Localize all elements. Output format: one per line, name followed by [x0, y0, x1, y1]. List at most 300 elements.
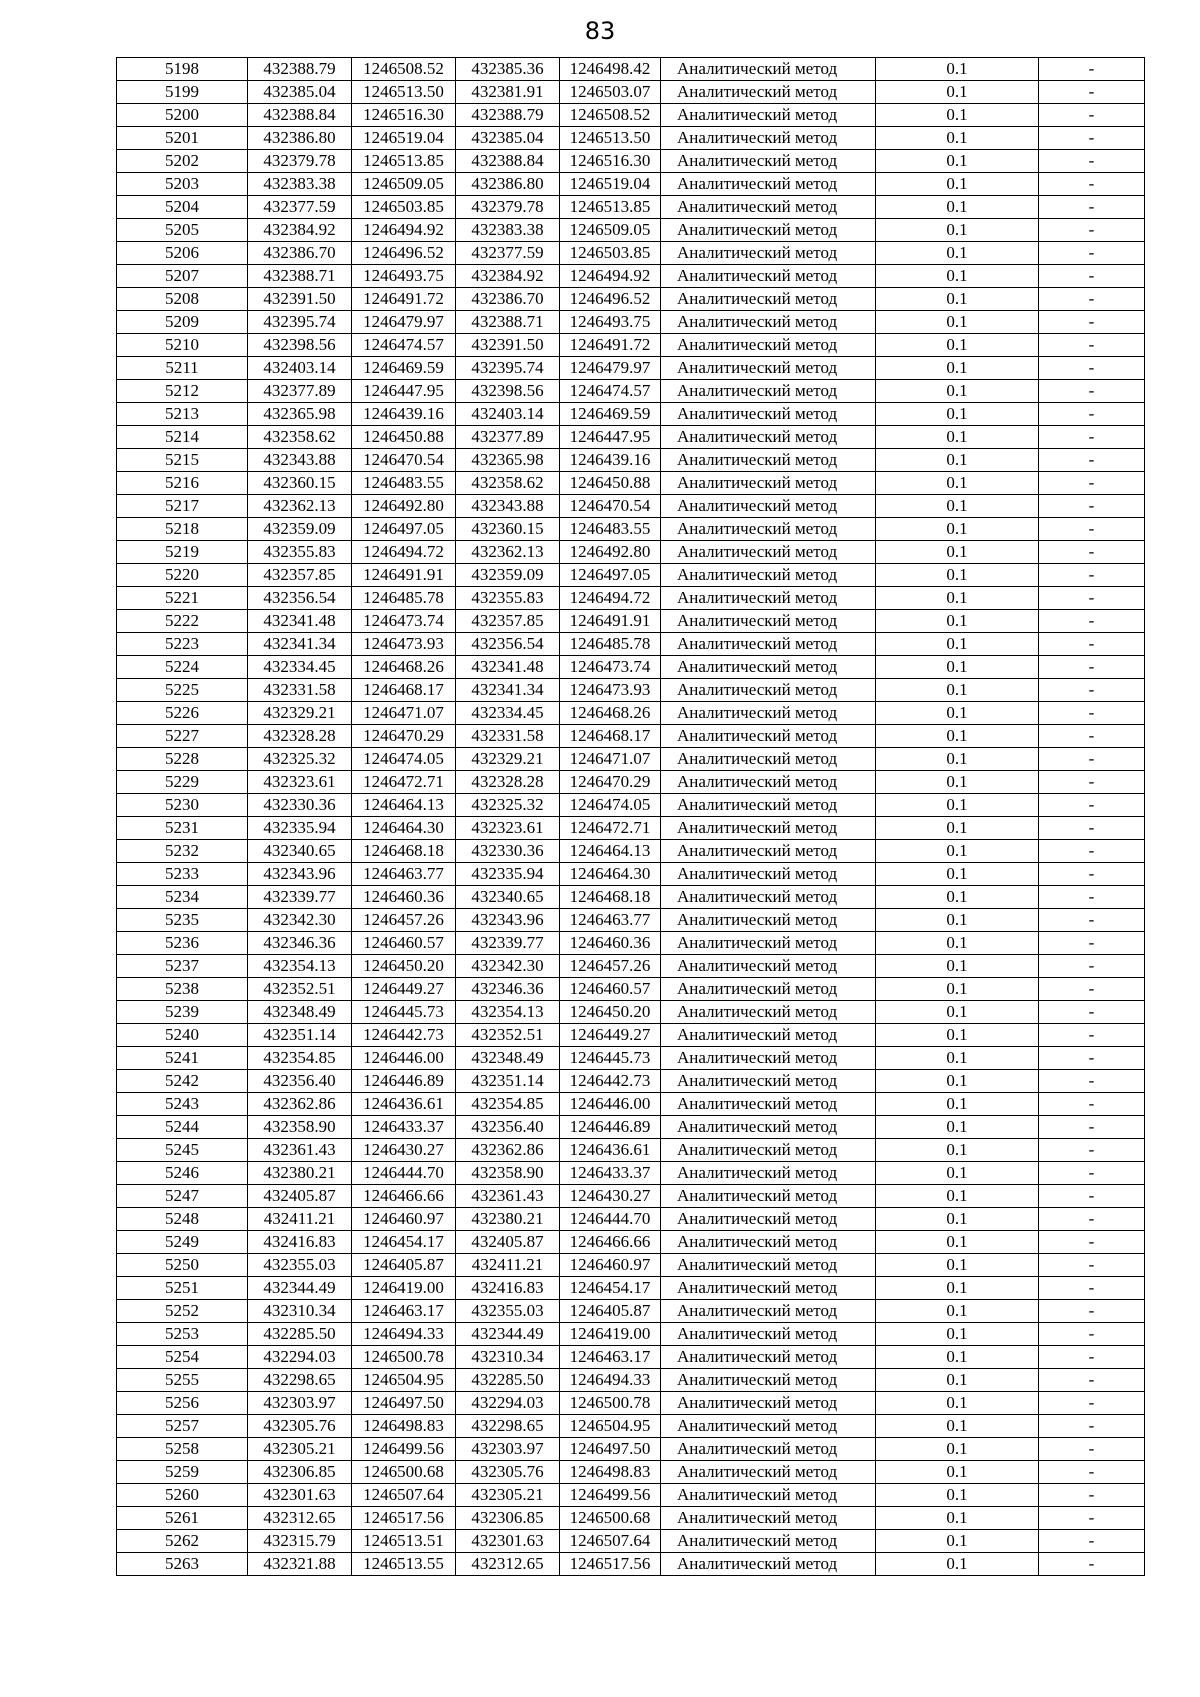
prev-y-cell: 1246492.80 — [560, 541, 661, 564]
y-cell: 1246500.78 — [352, 1346, 456, 1369]
prev-x-cell: 432330.36 — [456, 840, 560, 863]
prev-y-cell: 1246439.16 — [560, 449, 661, 472]
y-cell: 1246460.36 — [352, 886, 456, 909]
accuracy-cell: 0.1 — [876, 288, 1039, 311]
prev-x-cell: 432306.85 — [456, 1507, 560, 1530]
point-number-cell: 5240 — [117, 1024, 248, 1047]
y-cell: 1246496.52 — [352, 242, 456, 265]
prev-x-cell: 432301.63 — [456, 1530, 560, 1553]
table-row — [117, 127, 1145, 150]
method-cell: Аналитический метод — [661, 702, 876, 725]
point-number-cell: 5232 — [117, 840, 248, 863]
prev-y-cell: 1246449.27 — [560, 1024, 661, 1047]
prev-y-cell: 1246454.17 — [560, 1277, 661, 1300]
y-cell: 1246492.80 — [352, 495, 456, 518]
note-cell: - — [1039, 127, 1145, 150]
x-cell: 432362.13 — [248, 495, 352, 518]
prev-x-cell: 432358.90 — [456, 1162, 560, 1185]
table-row — [117, 564, 1145, 587]
x-cell: 432355.03 — [248, 1254, 352, 1277]
x-cell: 432361.43 — [248, 1139, 352, 1162]
method-cell: Аналитический метод — [661, 1392, 876, 1415]
table-row — [117, 1415, 1145, 1438]
prev-x-cell: 432385.36 — [456, 58, 560, 81]
x-cell: 432342.30 — [248, 909, 352, 932]
accuracy-cell: 0.1 — [876, 265, 1039, 288]
method-cell: Аналитический метод — [661, 1415, 876, 1438]
method-cell: Аналитический метод — [661, 1461, 876, 1484]
prev-x-cell: 432325.32 — [456, 794, 560, 817]
note-cell: - — [1039, 1254, 1145, 1277]
prev-x-cell: 432384.92 — [456, 265, 560, 288]
method-cell: Аналитический метод — [661, 1024, 876, 1047]
prev-x-cell: 432341.48 — [456, 656, 560, 679]
table-row — [117, 932, 1145, 955]
table-row — [117, 1162, 1145, 1185]
table-row — [117, 955, 1145, 978]
y-cell: 1246446.00 — [352, 1047, 456, 1070]
prev-x-cell: 432334.45 — [456, 702, 560, 725]
x-cell: 432298.65 — [248, 1369, 352, 1392]
prev-y-cell: 1246445.73 — [560, 1047, 661, 1070]
method-cell: Аналитический метод — [661, 679, 876, 702]
method-cell: Аналитический метод — [661, 1323, 876, 1346]
table-row — [117, 518, 1145, 541]
y-cell: 1246444.70 — [352, 1162, 456, 1185]
note-cell: - — [1039, 1070, 1145, 1093]
point-number-cell: 5215 — [117, 449, 248, 472]
point-number-cell: 5228 — [117, 748, 248, 771]
y-cell: 1246471.07 — [352, 702, 456, 725]
note-cell: - — [1039, 173, 1145, 196]
x-cell: 432354.85 — [248, 1047, 352, 1070]
method-cell: Аналитический метод — [661, 794, 876, 817]
prev-x-cell: 432354.13 — [456, 1001, 560, 1024]
table-row — [117, 1300, 1145, 1323]
prev-x-cell: 432362.13 — [456, 541, 560, 564]
table-row — [117, 587, 1145, 610]
point-number-cell: 5248 — [117, 1208, 248, 1231]
point-number-cell: 5216 — [117, 472, 248, 495]
prev-x-cell: 432379.78 — [456, 196, 560, 219]
point-number-cell: 5208 — [117, 288, 248, 311]
prev-y-cell: 1246494.33 — [560, 1369, 661, 1392]
table-row — [117, 288, 1145, 311]
prev-x-cell: 432398.56 — [456, 380, 560, 403]
prev-y-cell: 1246430.27 — [560, 1185, 661, 1208]
prev-x-cell: 432385.04 — [456, 127, 560, 150]
note-cell: - — [1039, 1392, 1145, 1415]
table-row — [117, 840, 1145, 863]
point-number-cell: 5210 — [117, 334, 248, 357]
point-number-cell: 5203 — [117, 173, 248, 196]
table-row — [117, 863, 1145, 886]
point-number-cell: 5251 — [117, 1277, 248, 1300]
prev-y-cell: 1246405.87 — [560, 1300, 661, 1323]
y-cell: 1246433.37 — [352, 1116, 456, 1139]
note-cell: - — [1039, 702, 1145, 725]
y-cell: 1246479.97 — [352, 311, 456, 334]
note-cell: - — [1039, 1300, 1145, 1323]
y-cell: 1246463.77 — [352, 863, 456, 886]
y-cell: 1246470.29 — [352, 725, 456, 748]
accuracy-cell: 0.1 — [876, 81, 1039, 104]
table-row — [117, 426, 1145, 449]
x-cell: 432339.77 — [248, 886, 352, 909]
prev-x-cell: 432383.38 — [456, 219, 560, 242]
point-number-cell: 5233 — [117, 863, 248, 886]
x-cell: 432351.14 — [248, 1024, 352, 1047]
accuracy-cell: 0.1 — [876, 679, 1039, 702]
prev-x-cell: 432340.65 — [456, 886, 560, 909]
table-row — [117, 633, 1145, 656]
note-cell: - — [1039, 1231, 1145, 1254]
accuracy-cell: 0.1 — [876, 1001, 1039, 1024]
note-cell: - — [1039, 1277, 1145, 1300]
table-row — [117, 1231, 1145, 1254]
note-cell: - — [1039, 725, 1145, 748]
accuracy-cell: 0.1 — [876, 748, 1039, 771]
method-cell: Аналитический метод — [661, 173, 876, 196]
method-cell: Аналитический метод — [661, 518, 876, 541]
note-cell: - — [1039, 449, 1145, 472]
prev-y-cell: 1246504.95 — [560, 1415, 661, 1438]
prev-x-cell: 432377.89 — [456, 426, 560, 449]
x-cell: 432303.97 — [248, 1392, 352, 1415]
table-row — [117, 1185, 1145, 1208]
table-row — [117, 1139, 1145, 1162]
table-body — [117, 58, 1145, 1576]
accuracy-cell: 0.1 — [876, 702, 1039, 725]
accuracy-cell: 0.1 — [876, 1553, 1039, 1576]
point-number-cell: 5255 — [117, 1369, 248, 1392]
note-cell: - — [1039, 679, 1145, 702]
x-cell: 432321.88 — [248, 1553, 352, 1576]
prev-y-cell: 1246494.72 — [560, 587, 661, 610]
x-cell: 432343.96 — [248, 863, 352, 886]
note-cell: - — [1039, 1024, 1145, 1047]
accuracy-cell: 0.1 — [876, 886, 1039, 909]
point-number-cell: 5224 — [117, 656, 248, 679]
note-cell: - — [1039, 587, 1145, 610]
prev-y-cell: 1246471.07 — [560, 748, 661, 771]
method-cell: Аналитический метод — [661, 932, 876, 955]
table-row — [117, 794, 1145, 817]
prev-x-cell: 432386.80 — [456, 173, 560, 196]
method-cell: Аналитический метод — [661, 725, 876, 748]
method-cell: Аналитический метод — [661, 1070, 876, 1093]
prev-y-cell: 1246491.72 — [560, 334, 661, 357]
method-cell: Аналитический метод — [661, 1047, 876, 1070]
x-cell: 432325.32 — [248, 748, 352, 771]
prev-x-cell: 432298.65 — [456, 1415, 560, 1438]
point-number-cell: 5241 — [117, 1047, 248, 1070]
prev-y-cell: 1246468.18 — [560, 886, 661, 909]
point-number-cell: 5239 — [117, 1001, 248, 1024]
method-cell: Аналитический метод — [661, 1530, 876, 1553]
x-cell: 432330.36 — [248, 794, 352, 817]
x-cell: 432301.63 — [248, 1484, 352, 1507]
accuracy-cell: 0.1 — [876, 725, 1039, 748]
method-cell: Аналитический метод — [661, 311, 876, 334]
y-cell: 1246497.05 — [352, 518, 456, 541]
method-cell: Аналитический метод — [661, 1208, 876, 1231]
prev-y-cell: 1246466.66 — [560, 1231, 661, 1254]
method-cell: Аналитический метод — [661, 403, 876, 426]
method-cell: Аналитический метод — [661, 886, 876, 909]
x-cell: 432379.78 — [248, 150, 352, 173]
x-cell: 432341.34 — [248, 633, 352, 656]
point-number-cell: 5254 — [117, 1346, 248, 1369]
point-number-cell: 5218 — [117, 518, 248, 541]
prev-y-cell: 1246485.78 — [560, 633, 661, 656]
x-cell: 432377.89 — [248, 380, 352, 403]
x-cell: 432398.56 — [248, 334, 352, 357]
note-cell: - — [1039, 219, 1145, 242]
method-cell: Аналитический метод — [661, 150, 876, 173]
accuracy-cell: 0.1 — [876, 1254, 1039, 1277]
accuracy-cell: 0.1 — [876, 1392, 1039, 1415]
y-cell: 1246500.68 — [352, 1461, 456, 1484]
method-cell: Аналитический метод — [661, 748, 876, 771]
x-cell: 432388.79 — [248, 58, 352, 81]
note-cell: - — [1039, 196, 1145, 219]
accuracy-cell: 0.1 — [876, 472, 1039, 495]
method-cell: Аналитический метод — [661, 104, 876, 127]
accuracy-cell: 0.1 — [876, 1070, 1039, 1093]
prev-x-cell: 432355.03 — [456, 1300, 560, 1323]
prev-y-cell: 1246513.85 — [560, 196, 661, 219]
table-row — [117, 725, 1145, 748]
prev-y-cell: 1246507.64 — [560, 1530, 661, 1553]
prev-x-cell: 432405.87 — [456, 1231, 560, 1254]
prev-y-cell: 1246479.97 — [560, 357, 661, 380]
accuracy-cell: 0.1 — [876, 127, 1039, 150]
table-row — [117, 1507, 1145, 1530]
prev-y-cell: 1246499.56 — [560, 1484, 661, 1507]
point-number-cell: 5235 — [117, 909, 248, 932]
note-cell: - — [1039, 541, 1145, 564]
point-number-cell: 5222 — [117, 610, 248, 633]
prev-x-cell: 432359.09 — [456, 564, 560, 587]
note-cell: - — [1039, 909, 1145, 932]
prev-y-cell: 1246473.74 — [560, 656, 661, 679]
prev-x-cell: 432362.86 — [456, 1139, 560, 1162]
method-cell: Аналитический метод — [661, 242, 876, 265]
accuracy-cell: 0.1 — [876, 1369, 1039, 1392]
y-cell: 1246517.56 — [352, 1507, 456, 1530]
point-number-cell: 5200 — [117, 104, 248, 127]
accuracy-cell: 0.1 — [876, 1231, 1039, 1254]
prev-x-cell: 432356.40 — [456, 1116, 560, 1139]
prev-y-cell: 1246497.50 — [560, 1438, 661, 1461]
prev-x-cell: 432403.14 — [456, 403, 560, 426]
note-cell: - — [1039, 771, 1145, 794]
prev-x-cell: 432416.83 — [456, 1277, 560, 1300]
prev-y-cell: 1246444.70 — [560, 1208, 661, 1231]
y-cell: 1246519.04 — [352, 127, 456, 150]
note-cell: - — [1039, 334, 1145, 357]
prev-y-cell: 1246468.17 — [560, 725, 661, 748]
point-number-cell: 5219 — [117, 541, 248, 564]
accuracy-cell: 0.1 — [876, 1530, 1039, 1553]
accuracy-cell: 0.1 — [876, 1507, 1039, 1530]
prev-y-cell: 1246517.56 — [560, 1553, 661, 1576]
table-row — [117, 1369, 1145, 1392]
y-cell: 1246450.20 — [352, 955, 456, 978]
note-cell: - — [1039, 564, 1145, 587]
method-cell: Аналитический метод — [661, 587, 876, 610]
point-number-cell: 5198 — [117, 58, 248, 81]
table-row — [117, 1047, 1145, 1070]
x-cell: 432315.79 — [248, 1530, 352, 1553]
prev-y-cell: 1246464.30 — [560, 863, 661, 886]
point-number-cell: 5243 — [117, 1093, 248, 1116]
accuracy-cell: 0.1 — [876, 173, 1039, 196]
note-cell: - — [1039, 656, 1145, 679]
prev-x-cell: 432386.70 — [456, 288, 560, 311]
table-row — [117, 380, 1145, 403]
point-number-cell: 5234 — [117, 886, 248, 909]
table-row — [117, 1208, 1145, 1231]
accuracy-cell: 0.1 — [876, 840, 1039, 863]
table-row — [117, 58, 1145, 81]
note-cell: - — [1039, 1208, 1145, 1231]
method-cell: Аналитический метод — [661, 495, 876, 518]
point-number-cell: 5220 — [117, 564, 248, 587]
prev-y-cell: 1246460.57 — [560, 978, 661, 1001]
method-cell: Аналитический метод — [661, 265, 876, 288]
prev-y-cell: 1246498.83 — [560, 1461, 661, 1484]
note-cell: - — [1039, 610, 1145, 633]
y-cell: 1246485.78 — [352, 587, 456, 610]
y-cell: 1246470.54 — [352, 449, 456, 472]
table-row — [117, 81, 1145, 104]
y-cell: 1246466.66 — [352, 1185, 456, 1208]
method-cell: Аналитический метод — [661, 1185, 876, 1208]
note-cell: - — [1039, 1047, 1145, 1070]
prev-x-cell: 432335.94 — [456, 863, 560, 886]
note-cell: - — [1039, 357, 1145, 380]
method-cell: Аналитический метод — [661, 1093, 876, 1116]
y-cell: 1246468.18 — [352, 840, 456, 863]
y-cell: 1246513.50 — [352, 81, 456, 104]
y-cell: 1246454.17 — [352, 1231, 456, 1254]
accuracy-cell: 0.1 — [876, 1415, 1039, 1438]
table-row — [117, 978, 1145, 1001]
accuracy-cell: 0.1 — [876, 955, 1039, 978]
y-cell: 1246491.91 — [352, 564, 456, 587]
prev-y-cell: 1246472.71 — [560, 817, 661, 840]
y-cell: 1246464.13 — [352, 794, 456, 817]
accuracy-cell: 0.1 — [876, 426, 1039, 449]
y-cell: 1246442.73 — [352, 1024, 456, 1047]
table-row — [117, 1346, 1145, 1369]
prev-y-cell: 1246419.00 — [560, 1323, 661, 1346]
x-cell: 432305.21 — [248, 1438, 352, 1461]
x-cell: 432386.80 — [248, 127, 352, 150]
note-cell: - — [1039, 1484, 1145, 1507]
point-number-cell: 5257 — [117, 1415, 248, 1438]
prev-y-cell: 1246446.89 — [560, 1116, 661, 1139]
note-cell: - — [1039, 150, 1145, 173]
prev-x-cell: 432285.50 — [456, 1369, 560, 1392]
table-row — [117, 909, 1145, 932]
x-cell: 432346.36 — [248, 932, 352, 955]
accuracy-cell: 0.1 — [876, 449, 1039, 472]
note-cell: - — [1039, 104, 1145, 127]
table-row — [117, 104, 1145, 127]
accuracy-cell: 0.1 — [876, 610, 1039, 633]
point-number-cell: 5213 — [117, 403, 248, 426]
x-cell: 432358.62 — [248, 426, 352, 449]
prev-x-cell: 432354.85 — [456, 1093, 560, 1116]
y-cell: 1246473.74 — [352, 610, 456, 633]
accuracy-cell: 0.1 — [876, 495, 1039, 518]
y-cell: 1246474.05 — [352, 748, 456, 771]
y-cell: 1246507.64 — [352, 1484, 456, 1507]
note-cell: - — [1039, 403, 1145, 426]
method-cell: Аналитический метод — [661, 1369, 876, 1392]
x-cell: 432348.49 — [248, 1001, 352, 1024]
prev-y-cell: 1246464.13 — [560, 840, 661, 863]
note-cell: - — [1039, 265, 1145, 288]
note-cell: - — [1039, 1369, 1145, 1392]
y-cell: 1246503.85 — [352, 196, 456, 219]
prev-x-cell: 432361.43 — [456, 1185, 560, 1208]
table-row — [117, 403, 1145, 426]
prev-x-cell: 432341.34 — [456, 679, 560, 702]
prev-y-cell: 1246473.93 — [560, 679, 661, 702]
method-cell: Аналитический метод — [661, 1553, 876, 1576]
point-number-cell: 5260 — [117, 1484, 248, 1507]
prev-y-cell: 1246470.54 — [560, 495, 661, 518]
y-cell: 1246419.00 — [352, 1277, 456, 1300]
y-cell: 1246509.05 — [352, 173, 456, 196]
point-number-cell: 5225 — [117, 679, 248, 702]
table-row — [117, 173, 1145, 196]
prev-x-cell: 432395.74 — [456, 357, 560, 380]
method-cell: Аналитический метод — [661, 196, 876, 219]
prev-x-cell: 432328.28 — [456, 771, 560, 794]
note-cell: - — [1039, 426, 1145, 449]
point-number-cell: 5204 — [117, 196, 248, 219]
table-row — [117, 495, 1145, 518]
point-number-cell: 5258 — [117, 1438, 248, 1461]
method-cell: Аналитический метод — [661, 426, 876, 449]
accuracy-cell: 0.1 — [876, 1162, 1039, 1185]
point-number-cell: 5214 — [117, 426, 248, 449]
prev-y-cell: 1246450.88 — [560, 472, 661, 495]
point-number-cell: 5230 — [117, 794, 248, 817]
y-cell: 1246513.55 — [352, 1553, 456, 1576]
accuracy-cell: 0.1 — [876, 909, 1039, 932]
prev-x-cell: 432348.49 — [456, 1047, 560, 1070]
x-cell: 432357.85 — [248, 564, 352, 587]
note-cell: - — [1039, 840, 1145, 863]
x-cell: 432385.04 — [248, 81, 352, 104]
prev-x-cell: 432358.62 — [456, 472, 560, 495]
table-row — [117, 472, 1145, 495]
prev-y-cell: 1246474.05 — [560, 794, 661, 817]
prev-x-cell: 432388.84 — [456, 150, 560, 173]
point-number-cell: 5245 — [117, 1139, 248, 1162]
note-cell: - — [1039, 863, 1145, 886]
prev-x-cell: 432391.50 — [456, 334, 560, 357]
prev-y-cell: 1246500.68 — [560, 1507, 661, 1530]
point-number-cell: 5250 — [117, 1254, 248, 1277]
prev-x-cell: 432411.21 — [456, 1254, 560, 1277]
